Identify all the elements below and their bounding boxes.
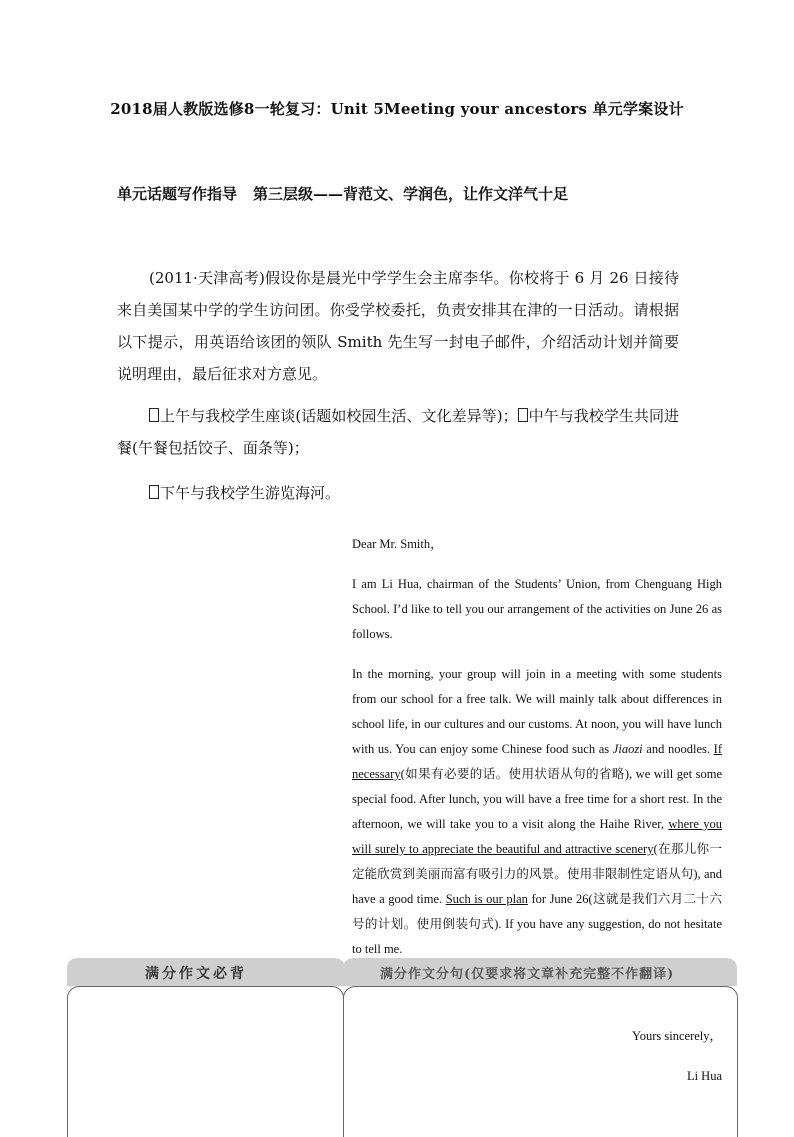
letter-paragraph-1: I am Li Hua, chairman of the Students’ Union, from Chenguang High School. I’d like to tell you our arrangement of the activities on June 26 as follows. [352,577,722,641]
essay-box-right [343,986,738,1137]
letter-text: (如果有必要的话。使用状语从句的省略), we will get some special food. After lunch, you will have a free time for a short rest. In the afternoon, we will take you to a visit along the Haihe River, [352,767,722,831]
checkbox-icon [149,485,159,499]
letter-paragraph-2 [352,662,722,962]
level-title: 第三层级——背范文、学润色，让作文洋气十足 [253,185,569,203]
prompt-source: (2011·天津高考) [149,269,265,287]
section-heading [117,183,568,204]
letter-signature: Li Hua [686,1069,722,1083]
letter-greeting: Dear Mr. Smith， [352,537,443,551]
checkbox-icon [149,408,159,422]
letter-text: for June 26(这就是我们六月二十六号的计划。使用倒装句式). If you have any suggestion, do not hesitate to tell me. [352,892,722,956]
letter-text: and noodles. [642,742,714,756]
checkbox-icon [518,408,528,422]
prompt-paragraph [117,262,679,390]
prompt-bullet-afternoon [117,477,679,509]
banner-right-label: 满分作文分句(仅要求将文章补充完整不作翻译) [380,967,675,982]
underlined-phrase: where you will surely to appreciate the beautiful and attractive scenery [352,817,722,856]
banner-left-label: 满分作文必背 [145,966,247,982]
essay-box-left [67,986,344,1137]
prompt-text: 假设你是晨光中学学生会主席李华。你校将于 6 月 26 日接待来自美国某中学的学生访问团。你受学校委托，负责安排其在津的一日活动。请根据以下提示，用英语给该团的领队 Smith 先生写一封电子邮件，介绍活动计划并简要说明理由，最后征求对方意见。 [117,269,679,383]
document-title: 2018届人教版选修8一轮复习：Unit 5Meeting your ancestors 单元学案设计 [110,100,684,118]
prompt-bullets [117,400,679,464]
letter-closing: Yours sincerely， [631,1029,722,1043]
section-title: 单元话题写作指导 [117,185,238,203]
bullet-noon: 中午与我校学生共同进餐(午餐包括饺子、面条等)； [117,407,679,457]
underlined-phrase: If necessary [352,742,722,781]
letter-text: In the morning, your group will join in a meeting with some students from our school for a free talk. We will mainly talk about differences in school life, in our cultures and our customs. At noon, you will have lunch with us. You can enjoy some Chinese food such as [352,667,722,756]
letter-text: (在那儿你一定能欣赏到美丽而富有吸引力的风景。使用非限制性定语从句), and have a good time. [352,842,722,906]
underlined-phrase: Such is our plan [445,892,528,906]
bullet-morning: 上午与我校学生座谈(话题如校园生活、文化差异等)； [160,407,518,425]
bullet-afternoon: 下午与我校学生游览海河。 [160,484,341,502]
letter-italic: Jiaozi [612,742,643,756]
